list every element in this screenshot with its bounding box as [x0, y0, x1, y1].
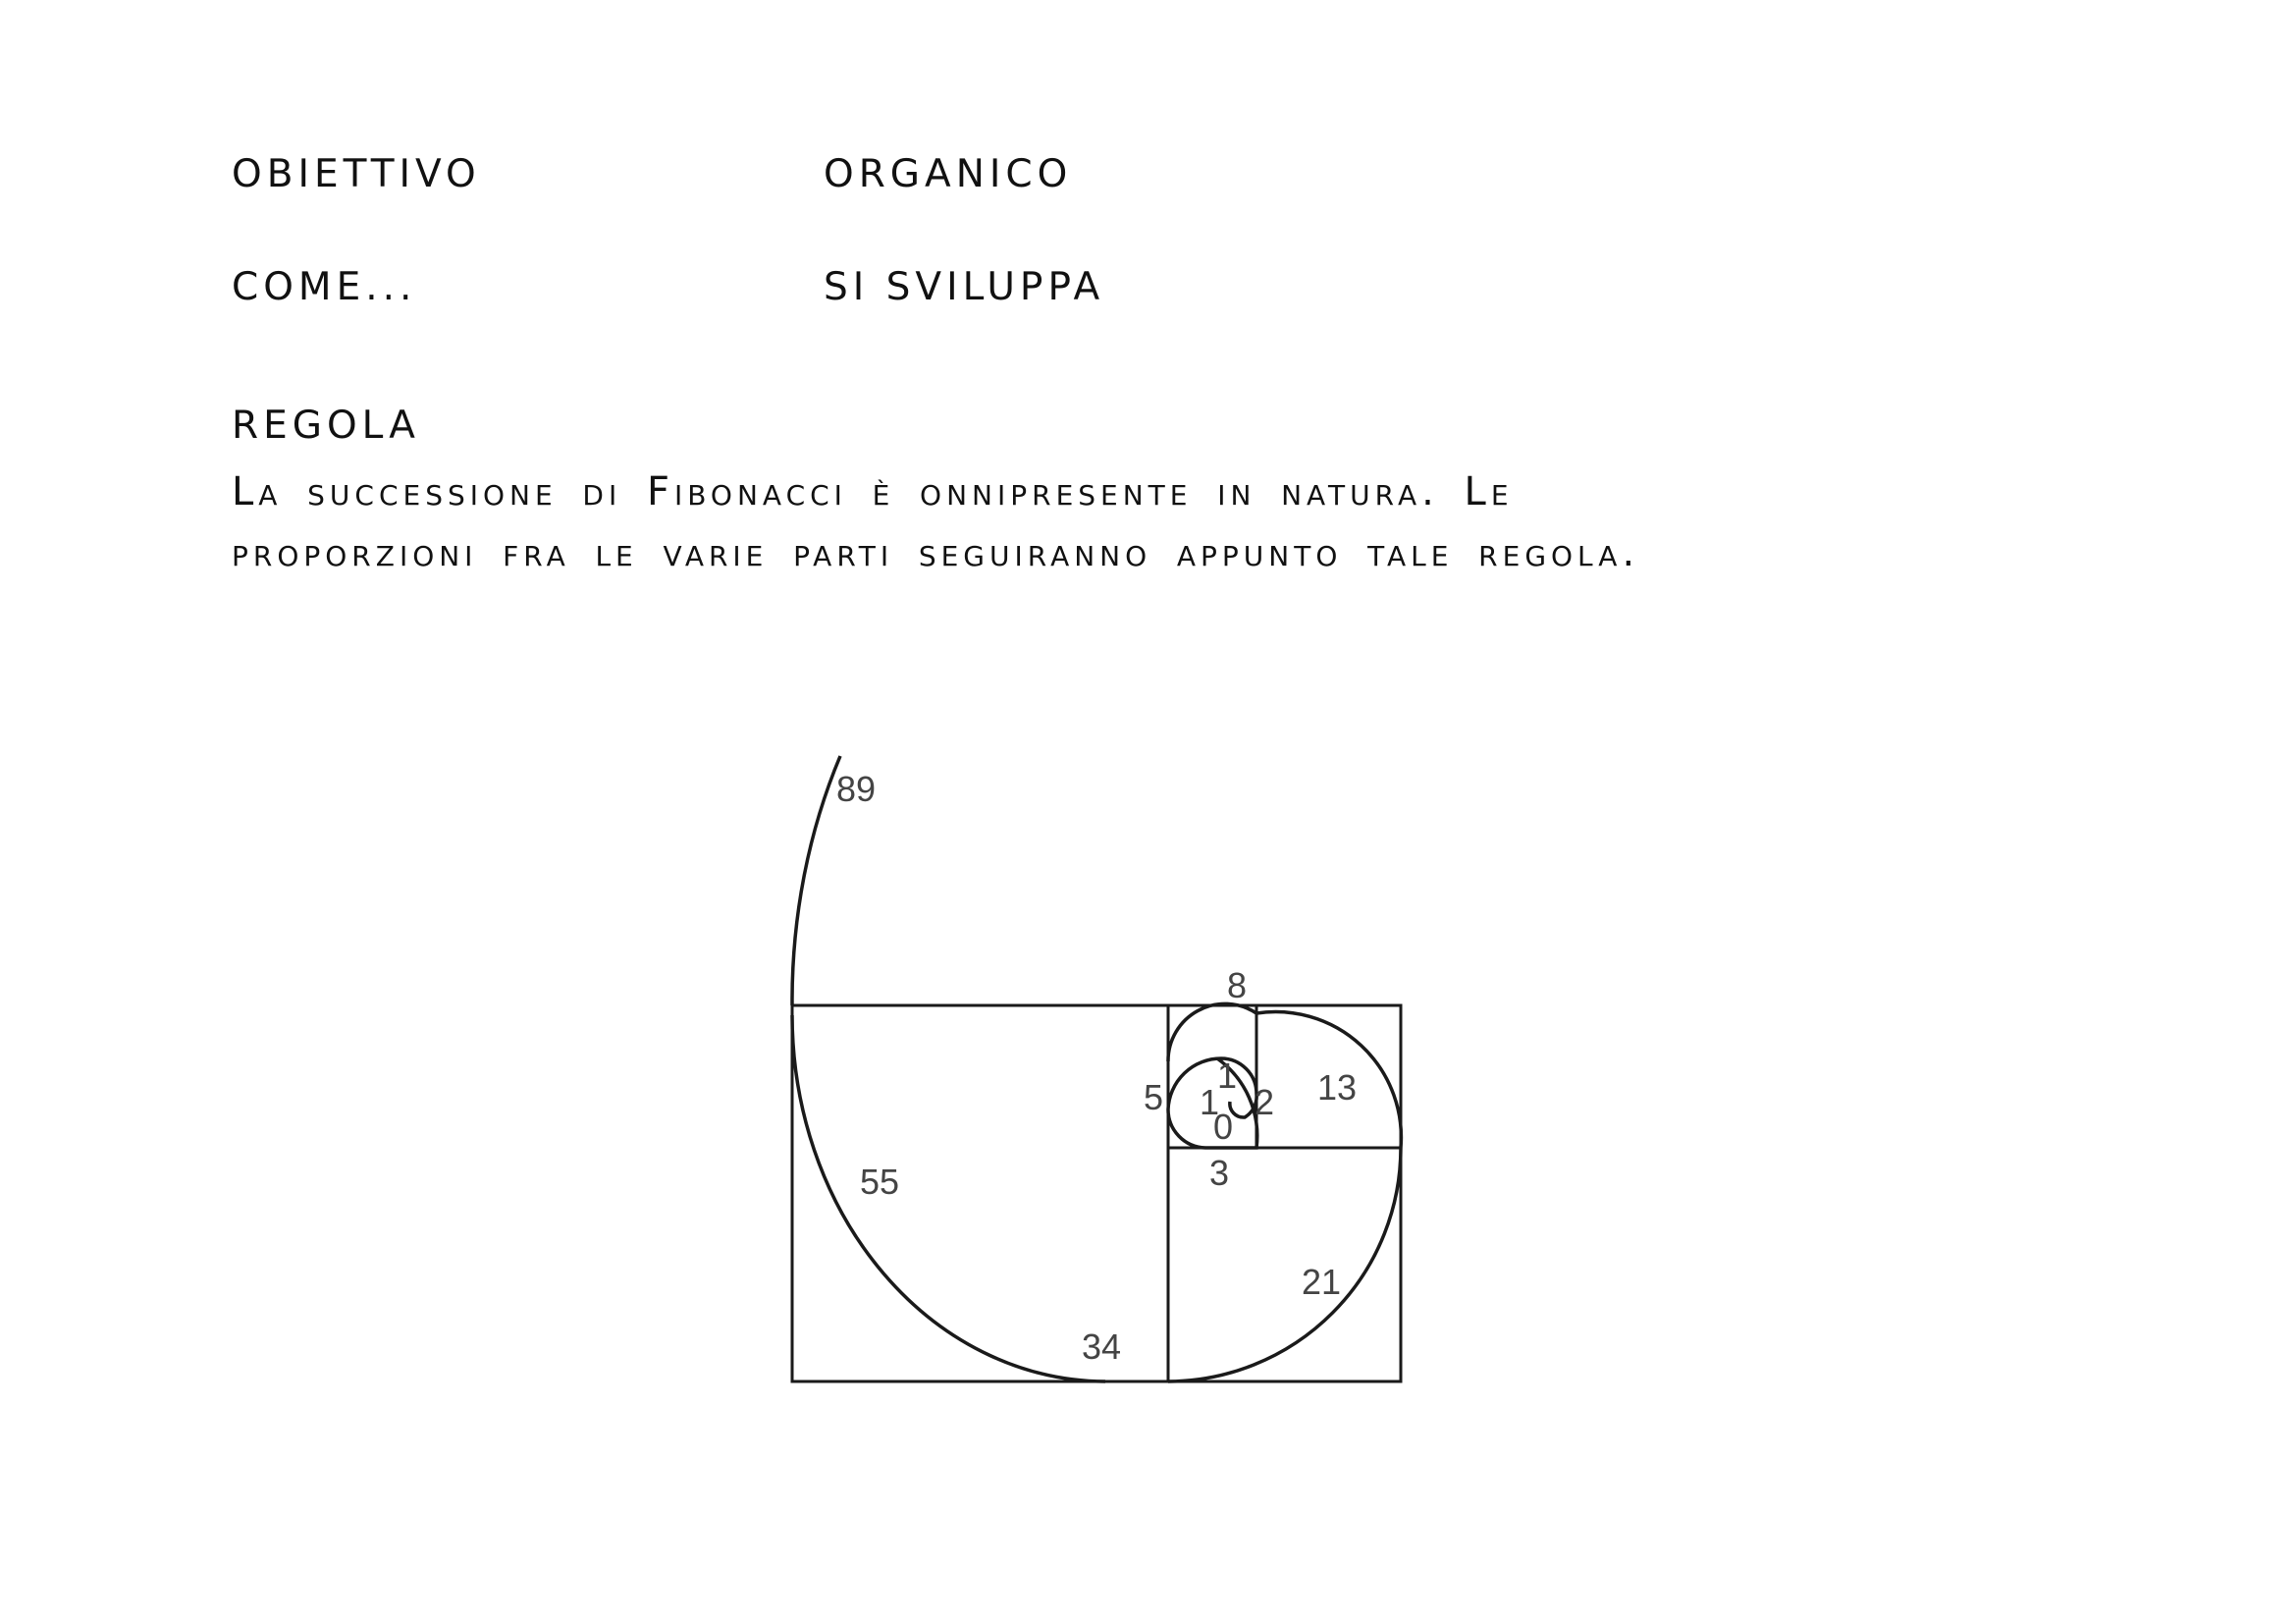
label-1-top: 1: [1217, 1055, 1238, 1096]
objective-label: OBIETTIVO: [232, 152, 481, 196]
label-8: 8: [1227, 965, 1248, 1005]
method-value: SI SVILUPPA: [824, 265, 1105, 309]
label-34: 34: [1082, 1326, 1122, 1367]
rule-title: REGOLA: [232, 404, 420, 448]
label-1-left: 1: [1200, 1082, 1220, 1122]
label-2: 2: [1255, 1082, 1275, 1122]
objective-value: ORGANICO: [824, 152, 1073, 196]
label-55: 55: [860, 1162, 900, 1202]
label-89: 89: [836, 769, 877, 809]
label-0: 0: [1213, 1107, 1234, 1147]
rule-line-1: La successione di Fibonacci è onnipresente in natura. Le: [232, 469, 1514, 514]
label-3: 3: [1209, 1153, 1230, 1193]
label-21: 21: [1302, 1262, 1342, 1302]
label-13: 13: [1317, 1067, 1358, 1108]
fibonacci-number-labels: [836, 769, 1357, 1367]
label-5: 5: [1144, 1077, 1164, 1117]
method-label: COME...: [232, 265, 417, 309]
rule-line-2: proporzioni fra le varie parti seguiranno appunto tale regola.: [232, 530, 1640, 575]
